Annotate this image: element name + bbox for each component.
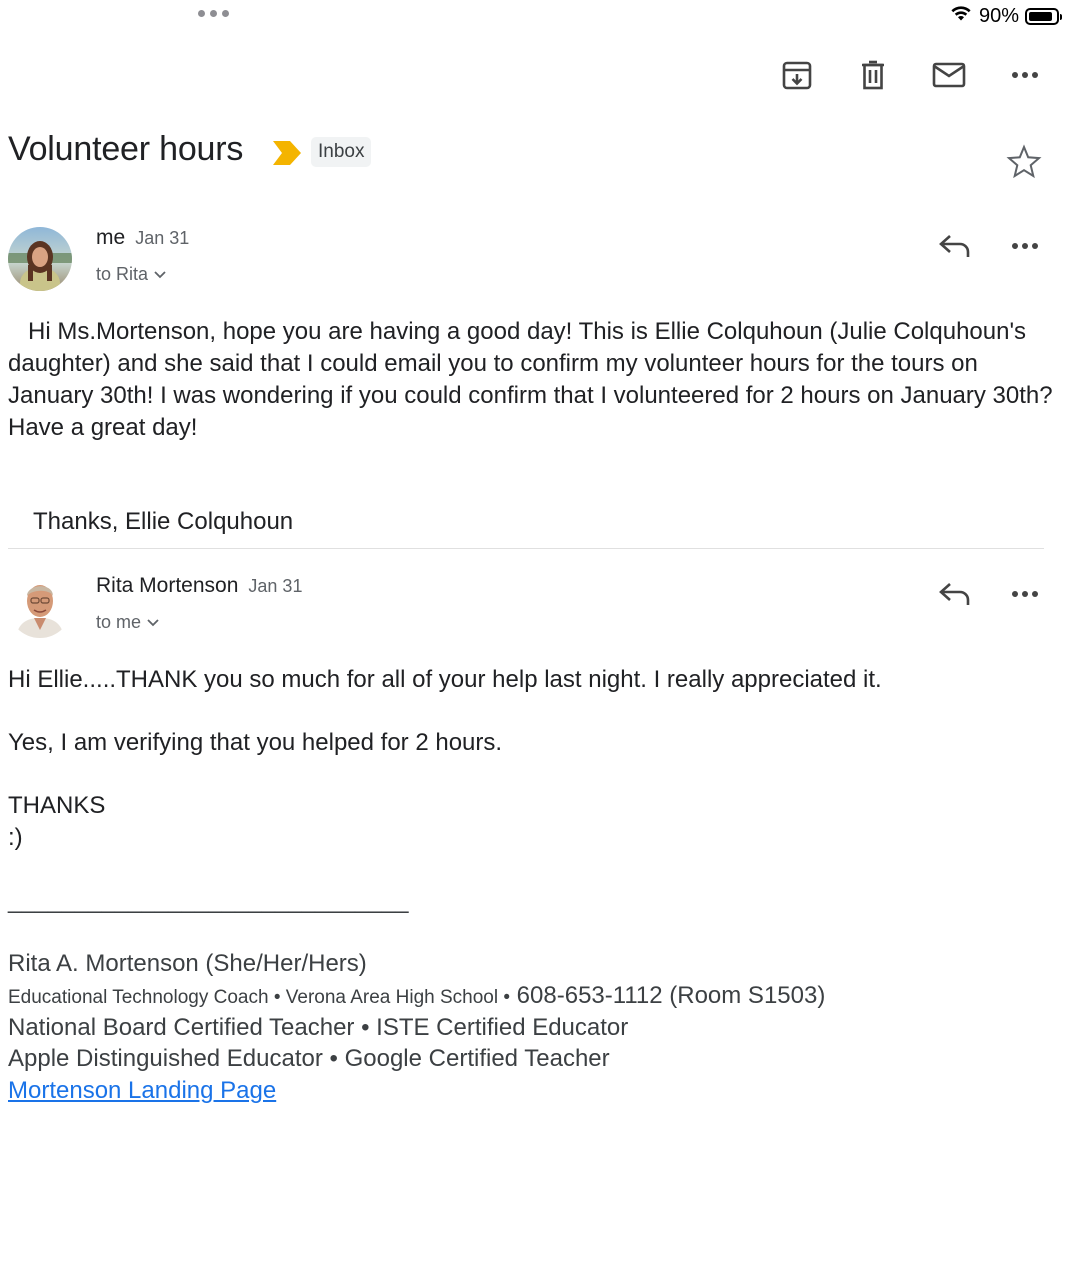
recipient-text: to Rita — [96, 264, 149, 284]
sender-name: me — [96, 226, 126, 249]
message-date: Jan 31 — [248, 576, 303, 596]
signature-role-school: Educational Technology Coach • Verona Area High School • — [8, 987, 511, 1008]
status-bar — [949, 4, 1059, 28]
landing-page-link[interactable]: Mortenson Landing Page — [8, 1077, 277, 1104]
multitasking-dots-icon[interactable] — [198, 10, 229, 17]
chevron-down-icon — [154, 271, 166, 279]
signature-phone-room: 608-653-1112 (Room S1503) — [510, 982, 826, 1009]
email-subject: Volunteer hours — [8, 130, 244, 168]
chevron-down-icon — [147, 619, 159, 627]
star-button[interactable] — [1006, 144, 1042, 180]
message-1-closing: Thanks, Ellie Colquhoun — [33, 508, 294, 535]
archive-icon — [781, 59, 813, 91]
message-more-button[interactable] — [1003, 228, 1047, 264]
signature-certifications: Apple Distinguished Educator • Google Certified Teacher — [8, 1045, 610, 1072]
mail-icon — [932, 61, 966, 89]
more-horizontal-icon — [1011, 242, 1039, 250]
message-date: Jan 31 — [135, 228, 190, 248]
delete-button[interactable] — [851, 53, 895, 97]
message-2-body-line: Hi Ellie.....THANK you so much for all of your help last night. I really appreciated it. — [8, 666, 882, 693]
importance-marker-icon[interactable] — [272, 140, 302, 171]
more-options-button[interactable] — [1003, 53, 1047, 97]
reply-button[interactable] — [933, 228, 977, 264]
signature-certifications: National Board Certified Teacher • ISTE Certified Educator — [8, 1014, 629, 1041]
more-horizontal-icon — [1011, 590, 1039, 598]
message-2-body-line: :) — [8, 824, 23, 851]
archive-button[interactable] — [775, 53, 819, 97]
battery-percentage: 90% — [978, 4, 1019, 27]
message-more-button[interactable] — [1003, 576, 1047, 612]
message-1-header[interactable] — [96, 226, 189, 250]
signature-rule: ______________________________ — [8, 887, 409, 914]
battery-icon — [1025, 8, 1059, 25]
trash-icon — [857, 59, 889, 91]
reply-icon — [938, 233, 972, 259]
star-icon — [1006, 144, 1042, 180]
signature-title-line — [8, 980, 825, 1014]
inbox-label-chip[interactable]: Inbox — [311, 137, 371, 167]
message-divider — [8, 548, 1044, 549]
message-2-header[interactable] — [96, 574, 302, 598]
recipient-text: to me — [96, 612, 142, 632]
message-2-body-line: Yes, I am verifying that you helped for 2 hours. — [8, 729, 503, 756]
recipient-details-toggle[interactable] — [96, 264, 166, 285]
message-2-body-line: THANKS — [8, 792, 106, 819]
mark-unread-button[interactable] — [927, 53, 971, 97]
reply-icon — [938, 581, 972, 607]
more-horizontal-icon — [1011, 71, 1039, 79]
wifi-icon — [949, 4, 973, 28]
recipient-details-toggle[interactable] — [96, 612, 159, 633]
reply-button[interactable] — [933, 576, 977, 612]
sender-name: Rita Mortenson — [96, 574, 239, 597]
message-1-body: Hi Ms.Mortenson, hope you are having a good day! This is Ellie Colquhoun (Julie Colquhoun's daughter) and she said that I could email you to confirm my volunteer hours for the tours on January 30th! I was wondering if you could confirm that I volunteered for 2 hours on January 30th? Have a great day! — [8, 318, 1053, 441]
sender-avatar[interactable] — [8, 227, 72, 291]
signature-name: Rita A. Mortenson (She/Her/Hers) — [8, 950, 367, 977]
sender-avatar[interactable] — [8, 574, 72, 638]
